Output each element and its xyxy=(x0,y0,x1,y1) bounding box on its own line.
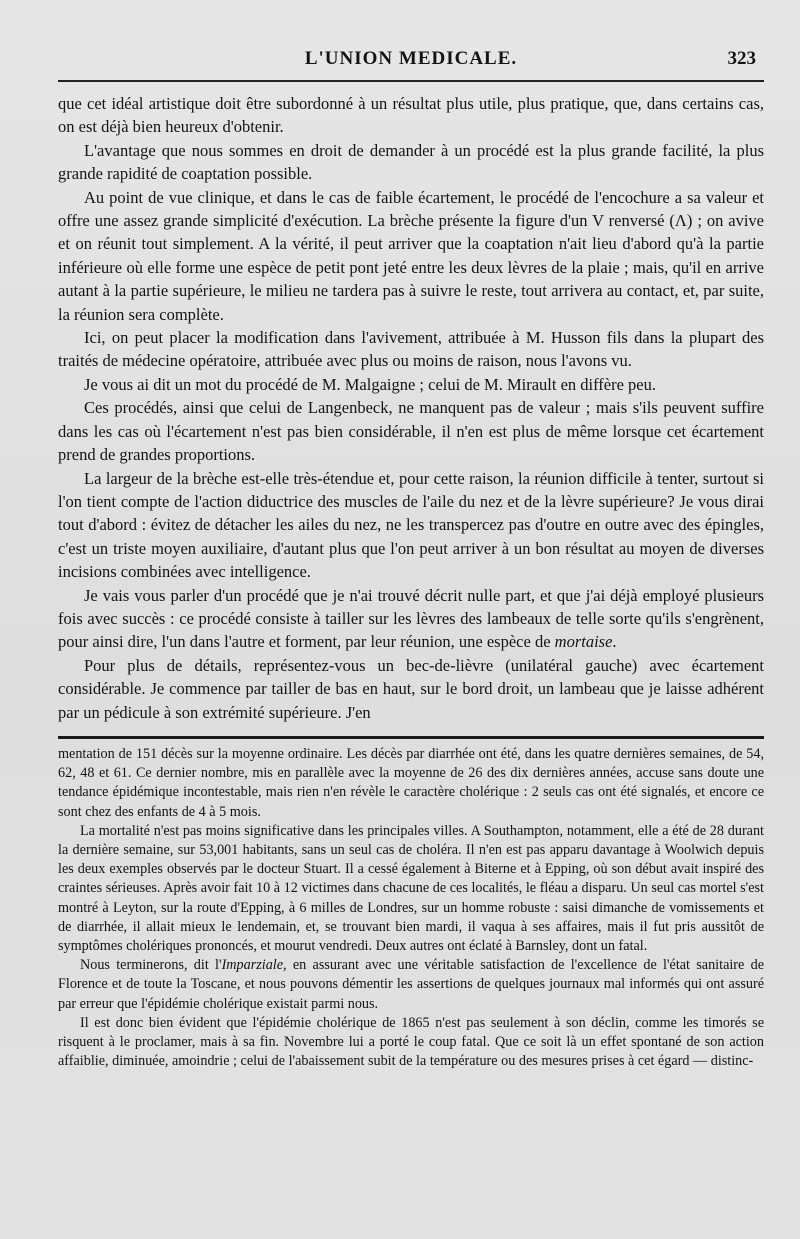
paragraph: Je vous ai dit un mot du procédé de M. Malgaigne ; celui de M. Mirault en diffère peu. xyxy=(84,374,657,394)
main-text xyxy=(58,92,764,724)
note-text: Nous terminerons, dit l' xyxy=(80,957,222,974)
paragraph-text: Je vais vous parler d'un procédé que je n'ai trouvé décrit nulle part, et que j'ai déjà employé plusieurs fois avec succès : ce procédé consiste à tailler sur les lèvres des lambeaux de telle sorte qu'ils s'engrènent, pour ainsi dire, l'un dans l'autre et forment, par leur réunion, une espèce de xyxy=(58,585,764,652)
header-rule xyxy=(58,80,764,82)
paragraph-mortaise xyxy=(58,584,764,654)
page-number: 323 xyxy=(727,48,756,69)
punctuation: . xyxy=(612,632,617,652)
paragraph: Au point de vue clinique, et dans le cas de faible écartement, le procédé de l'encochure a sa valeur et offre une assez grande simplicité d'exécution. La brèche présente la figure d'un V renversé (Λ) ; on avive et on réunit tout simplement. A la vérité, il peut arriver que la coaptation n'ait lieu d'abord qu'à la partie inférieure où elle forme une espèce de petit pont jeté entre les deux lèvres de la plaie ; mais, qu'il en arrive autant à la partie supérieure, le milieu ne tardera pas à suivre le reste, tout arrivera au contact, et, par suite, la réunion sera complète. xyxy=(58,187,764,324)
paragraph: La largeur de la brèche est-elle très-étendue et, pour cette raison, la réunion difficile à tenter, surtout si l'on tient compte de l'action diductrice des muscles de l'aile du nez et de la lèvre supérieure? Je vous dirai tout d'abord : évitez de détacher les ailes du nez, ne les transpercez pas d'outre en outre avec des épingles, c'est un triste moyen auxiliaire, d'autant plus que l'on peut arriver à un bon résultat au moyen de diverses incisions combinées avec intelligence. xyxy=(58,468,764,582)
feuilleton-rule xyxy=(58,736,764,739)
italic-term: mortaise xyxy=(554,632,613,652)
note-paragraph: Il est donc bien évident que l'épidémie cholérique de 1865 n'est pas seulement à son déclin, comme les timorés se risquent à le proclamer, mais à sa fin. Novembre lui a porté le coup fatal. Que ce soit là un effet spontané de son action affaiblie, diminuée, amoindrie ; celui de l'abaissement subit de la température ou des mesures prises à cet égard — distinc- xyxy=(58,1014,764,1070)
paragraph: L'avantage que nous sommes en droit de demander à un procédé est la plus grande facilité, la plus grande rapidité de coaptation possible. xyxy=(58,140,764,184)
note-paragraph-imparziale xyxy=(58,956,764,1014)
journal-title: L'UNION MEDICALE. xyxy=(304,48,518,69)
paragraph: Ces procédés, ainsi que celui de Langenbeck, ne manquent pas de valeur ; mais s'ils peuvent suffire dans les cas où l'écartement n'est pas bien considérable, il n'en est plus de même lorsque cet écartement prend de grandes proportions. xyxy=(58,398,764,465)
running-header xyxy=(58,44,764,74)
paragraph: Ici, on peut placer la modification dans l'avivement, attribuée à M. Husson fils dans la plupart des traités de médecine opératoire, attribuée avec plus ou moins de raison, nous l'avons vu. xyxy=(58,328,764,371)
paragraph: que cet idéal artistique doit être subordonné à un résultat plus utile, plus pratique, que, dans certains cas, on est déjà bien heureux d'obtenir. xyxy=(58,94,764,137)
italic-source: Imparziale xyxy=(221,957,284,974)
paragraph: Pour plus de détails, représentez-vous un bec-de-lièvre (unilatéral gauche) avec écartement considérable. Je commence par tailler de bas en haut, sur le bord droit, un lambeau que je laisse adhérent par un pédicule à son extrémité supérieure. J'en xyxy=(58,655,764,722)
note-paragraph: La mortalité n'est pas moins significative dans les principales villes. A Southampton, notamment, elle a été de 28 durant la dernière semaine, sur 53,001 habitants, sans un seul cas de choléra. Il n'en est pas apparu davantage à Woolwich depuis les deux exemples observés par le docteur Stuart. Il a cessé également à Biterne et à Epping, où son début avait inspiré des craintes sérieuses. Après avoir fait 10 à 12 victimes dans chacune de ces localités, le fléau a disparu. Un seul cas mortel s'est montré à Leyton, sur la route d'Epping, à 6 milles de Londres, sur un homme robuste : saisi dimanche de vomissements et de diarrhée, il allait mieux le lendemain, et, se trouvant bien mardi, il vaqua à ses affaires, mais il fut pris aussitôt de symptômes cholériques prononcés, et mourut vendredi. Deux autres ont éclaté à Barnsley, dont un fatal. xyxy=(58,822,764,954)
lower-column xyxy=(58,745,764,1071)
note-paragraph: mentation de 151 décès sur la moyenne ordinaire. Les décès par diarrhée ont été, dans les quatre dernières semaines, de 54, 62, 48 et 61. Ce dernier nombre, mis en parallèle avec la moyenne de 26 des dix dernières années, accuse sans doute une tendance épidémique incontestable, mais rien n'en révèle le caractère cholérique : 2 seuls cas ont été signalés, et encore ce sont chez des enfants de 4 à 5 mois. xyxy=(58,745,764,820)
note-text: , en assurant avec une véritable satisfaction de l'excellence de l'état sanitaire de Florence et de toute la Toscane, et nous pouvons démentir les assertions de quelques journaux mal informés qui ont assuré par erreur que l'épidémie cholérique existait parmi nous. xyxy=(58,957,764,1012)
